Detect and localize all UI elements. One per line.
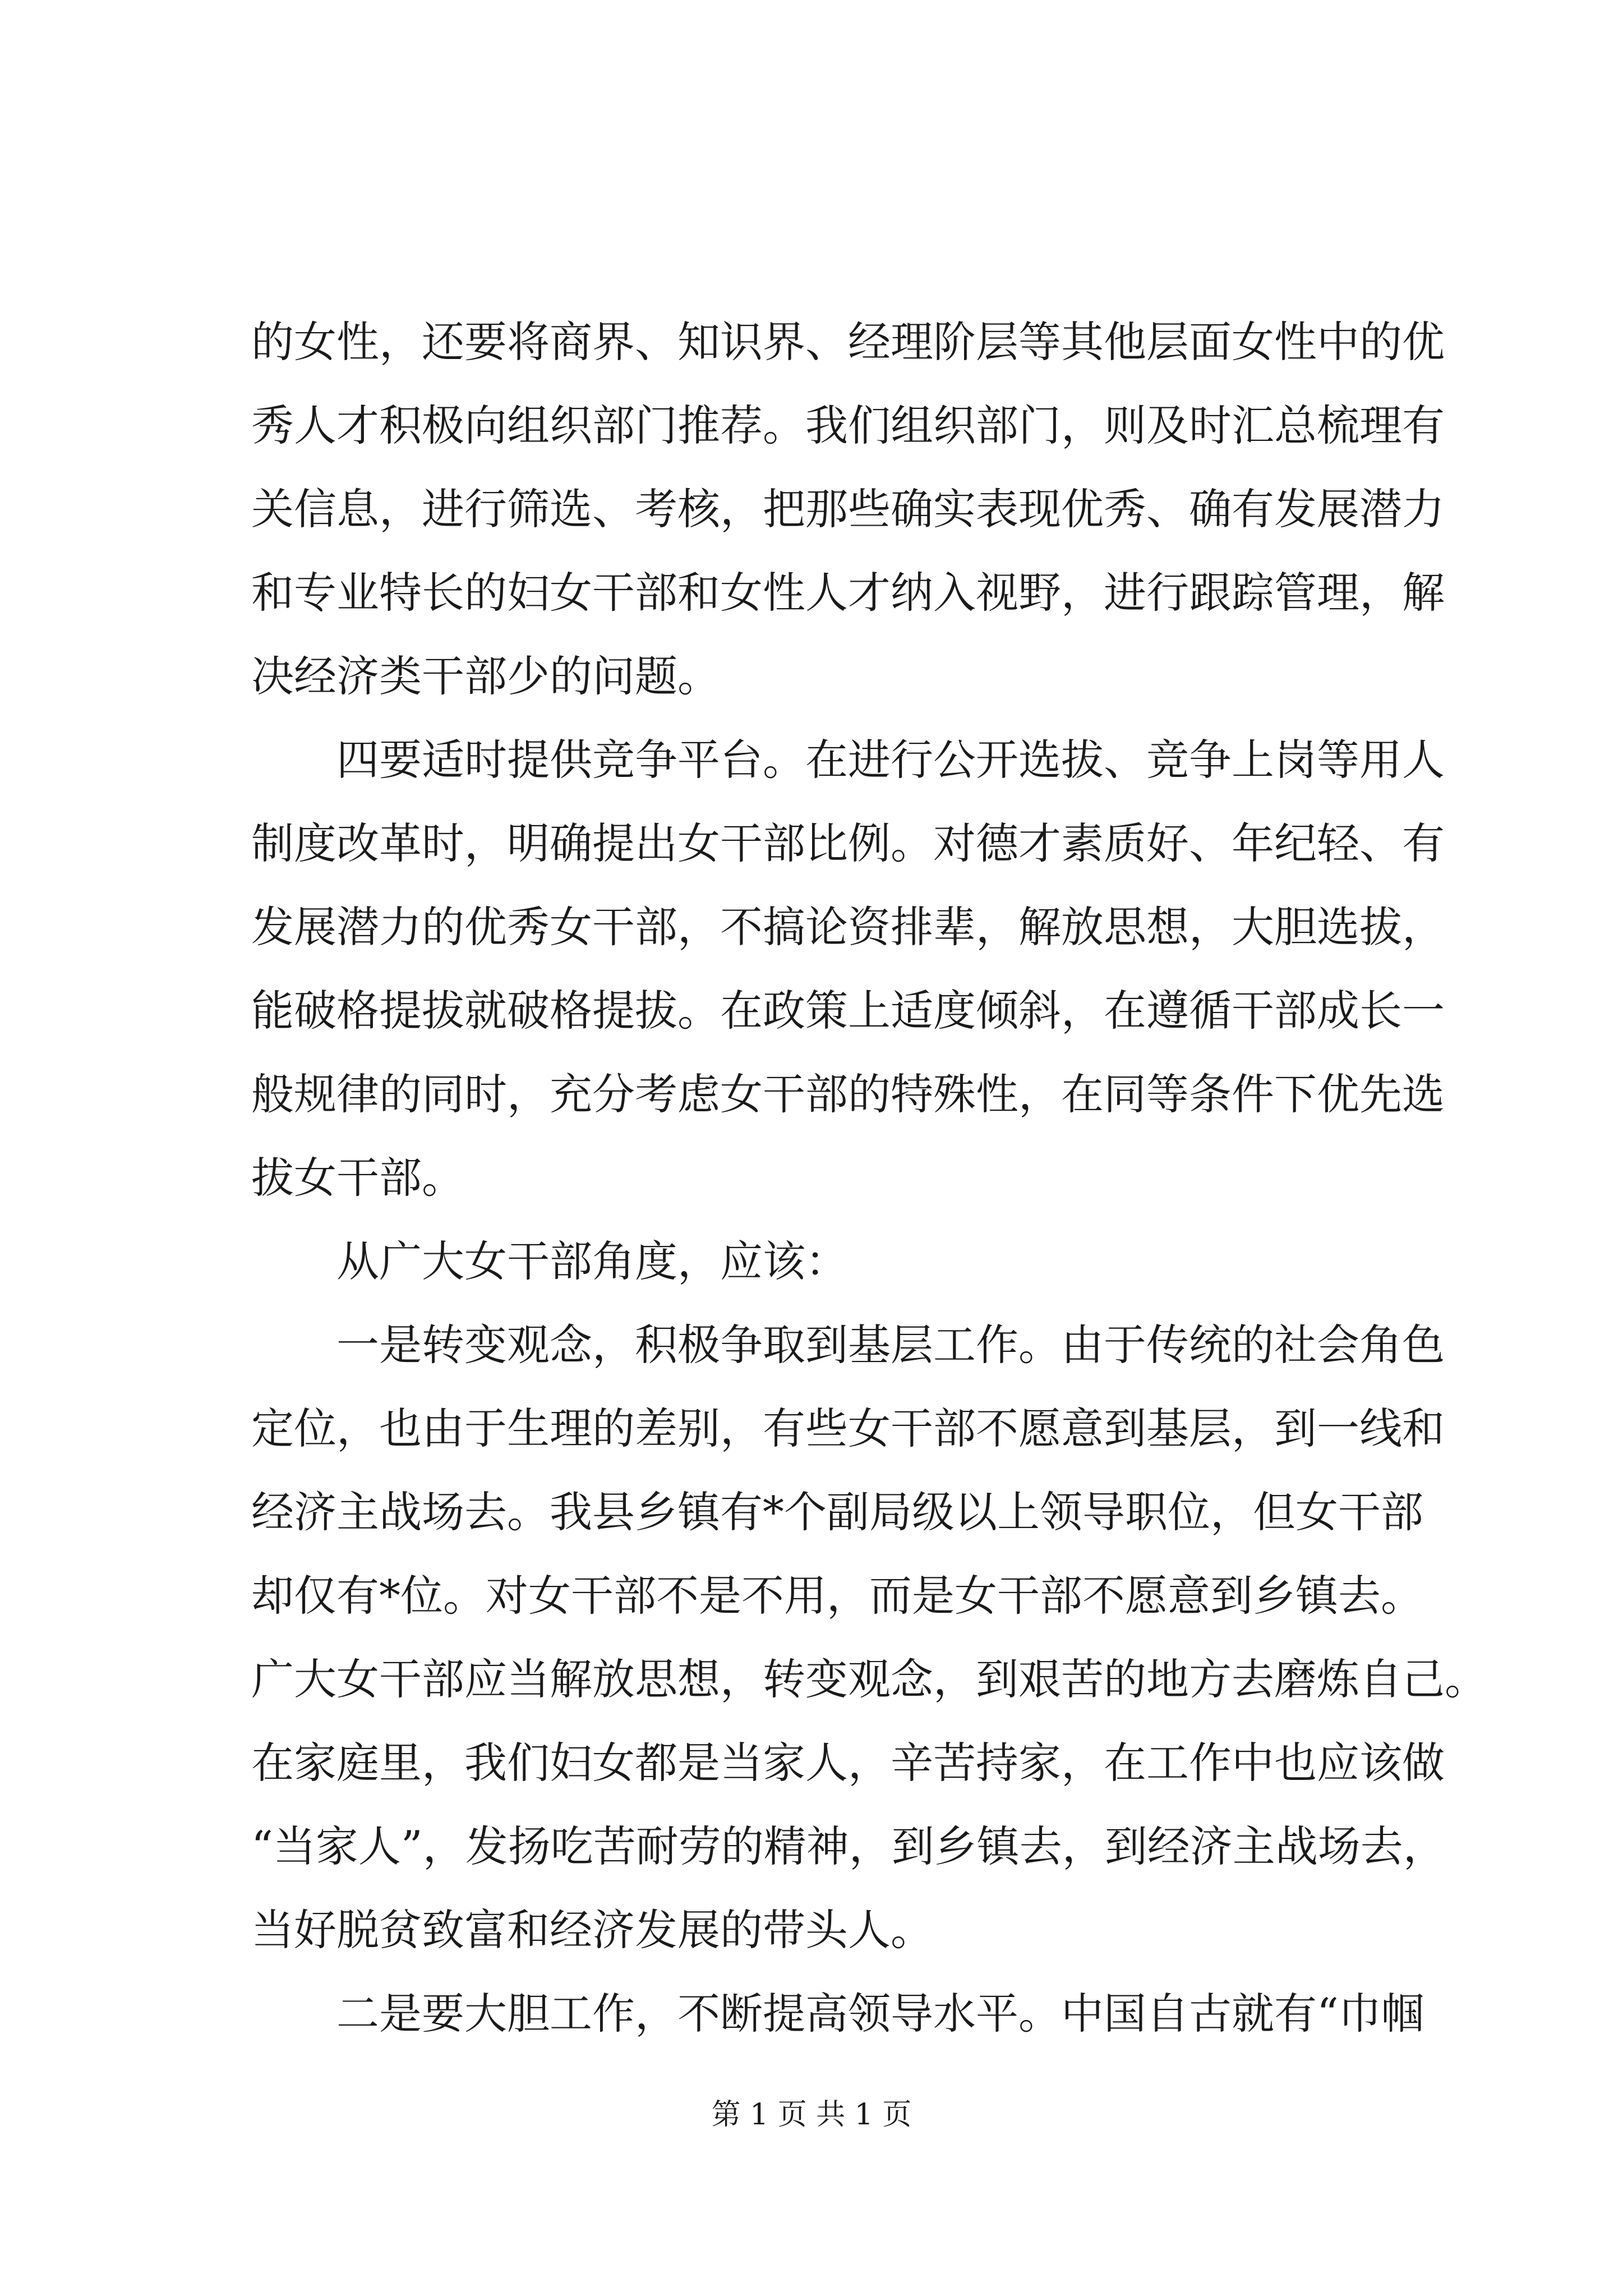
text-line: 广大女干部应当解放思想，转变观念，到艰苦的地方去磨炼自己。 [251,1654,1487,1704]
text-line: 从广大女干部角度，应该： [251,1236,848,1286]
text-line: 制度改革时，明确提出女干部比例。对德才素质好、年纪轻、有 [251,818,1445,868]
text-line: 关信息，进行筛选、考核，把那些确实表现优秀、确有发展潜力 [251,484,1445,534]
text-line: 和专业特长的妇女干部和女性人才纳入视野，进行跟踪管理，解 [251,568,1445,618]
page-number-label: 第 1 页 共 1 页 [711,2098,912,2132]
text-line: 四要适时提供竞争平台。在进行公开选拔、竞争上岗等用人 [251,735,1445,785]
text-line: “当家人”，发扬吃苦耐劳的精神，到乡镇去，到经济主战场去， [251,1821,1446,1871]
text-line: 拔女干部。 [251,1153,464,1203]
text-line: 当好脱贫致富和经济发展的带头人。 [251,1905,933,1955]
text-line: 秀人才积极向组织部门推荐。我们组织部门，则及时汇总梳理有 [251,401,1445,450]
body-text [251,300,1487,2055]
text-line: 般规律的同时，充分考虑女干部的特殊性，在同等条件下优先选 [251,1069,1445,1119]
text-line: 的女性，还要将商界、知识界、经理阶层等其他层面女性中的优 [251,317,1445,367]
text-line: 二是要大胆工作，不断提高领导水平。中国自古就有“巾帼 [251,1989,1424,2039]
text-line: 发展潜力的优秀女干部，不搞论资排辈，解放思想，大胆选拔， [251,902,1445,952]
text-line: 能破格提拔就破格提拔。在政策上适度倾斜，在遵循干部成长一 [251,986,1445,1036]
text-line: 却仅有*位。对女干部不是不用，而是女干部不愿意到乡镇去。 [251,1571,1423,1621]
text-line: 决经济类干部少的问题。 [251,651,720,701]
page-footer [0,2095,1623,2134]
text-line: 定位，也由于生理的差别，有些女干部不愿意到基层，到一线和 [251,1404,1445,1453]
text-line: 在家庭里，我们妇女都是当家人，辛苦持家，在工作中也应该做 [251,1738,1445,1788]
text-line: 一是转变观念，积极争取到基层工作。由于传统的社会角色 [251,1320,1445,1370]
text-line: 经济主战场去。我县乡镇有*个副局级以上领导职位，但女干部 [251,1487,1423,1537]
